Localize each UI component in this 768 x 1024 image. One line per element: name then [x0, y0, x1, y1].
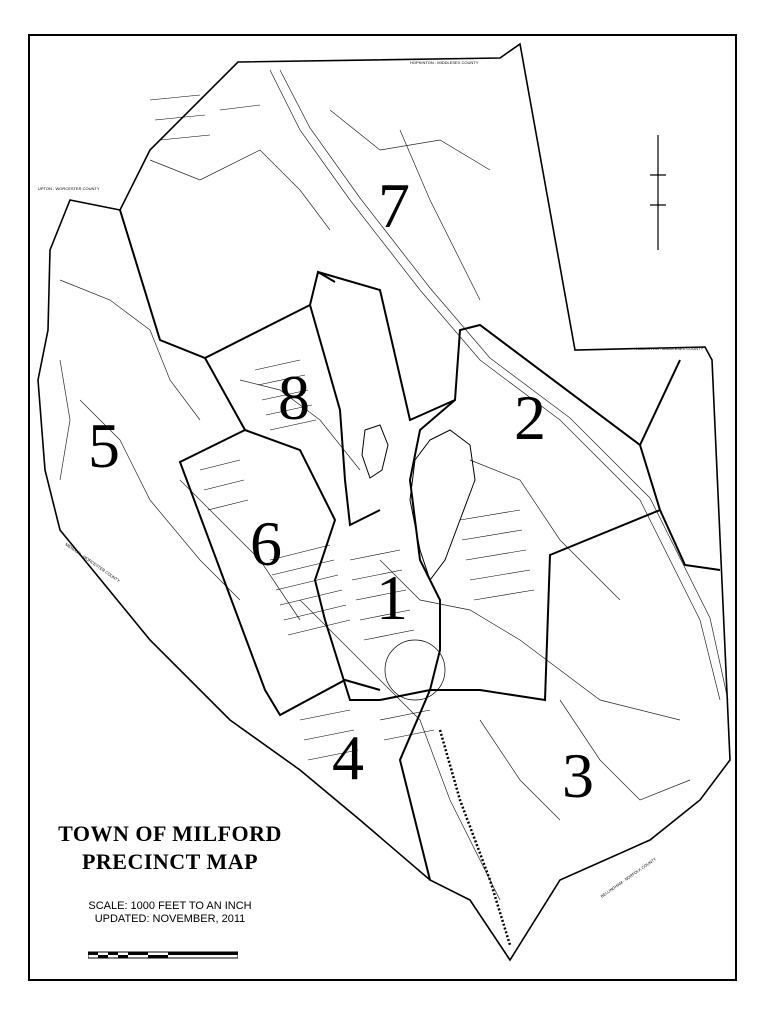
border-label-upton: UPTON - WORCESTER COUNTY: [38, 186, 100, 191]
map-updated-text: UPDATED: NOVEMBER, 2011: [94, 913, 246, 925]
precinct-label-4: 4: [332, 722, 364, 793]
border-label-hopkinton: HOPKINTON - MIDDLESEX COUNTY: [410, 60, 479, 65]
border-label-holliston: HOLLISTON - MIDDLESEX COUNTY: [636, 346, 704, 351]
precinct-label-5: 5: [88, 410, 120, 481]
precinct-label-3: 3: [562, 740, 594, 811]
railroad: [440, 730, 510, 945]
map-scale-text: SCALE: 1000 FEET TO AN INCH: [88, 900, 252, 912]
map-title-block: [50, 820, 290, 926]
precinct-label-8: 8: [278, 362, 310, 433]
map-title-line-2: PRECINCT MAP: [81, 849, 259, 874]
north-arrow-icon: [650, 135, 666, 250]
pond-small: [362, 425, 388, 478]
precinct-boundaries: [120, 210, 720, 880]
precinct-label-7: 7: [378, 170, 410, 241]
border-label-mendon: MENDON - WORCESTER COUNTY: [64, 541, 121, 584]
precinct-label-6: 6: [250, 508, 282, 579]
precinct-label-2: 2: [514, 382, 546, 453]
map-title-line-1: TOWN OF MILFORD: [58, 821, 282, 846]
border-label-bellingham: BELLINGHAM - NORFOLK COUNTY: [599, 856, 658, 899]
scale-bar: [88, 948, 238, 968]
precinct-label-1: 1: [376, 562, 408, 633]
